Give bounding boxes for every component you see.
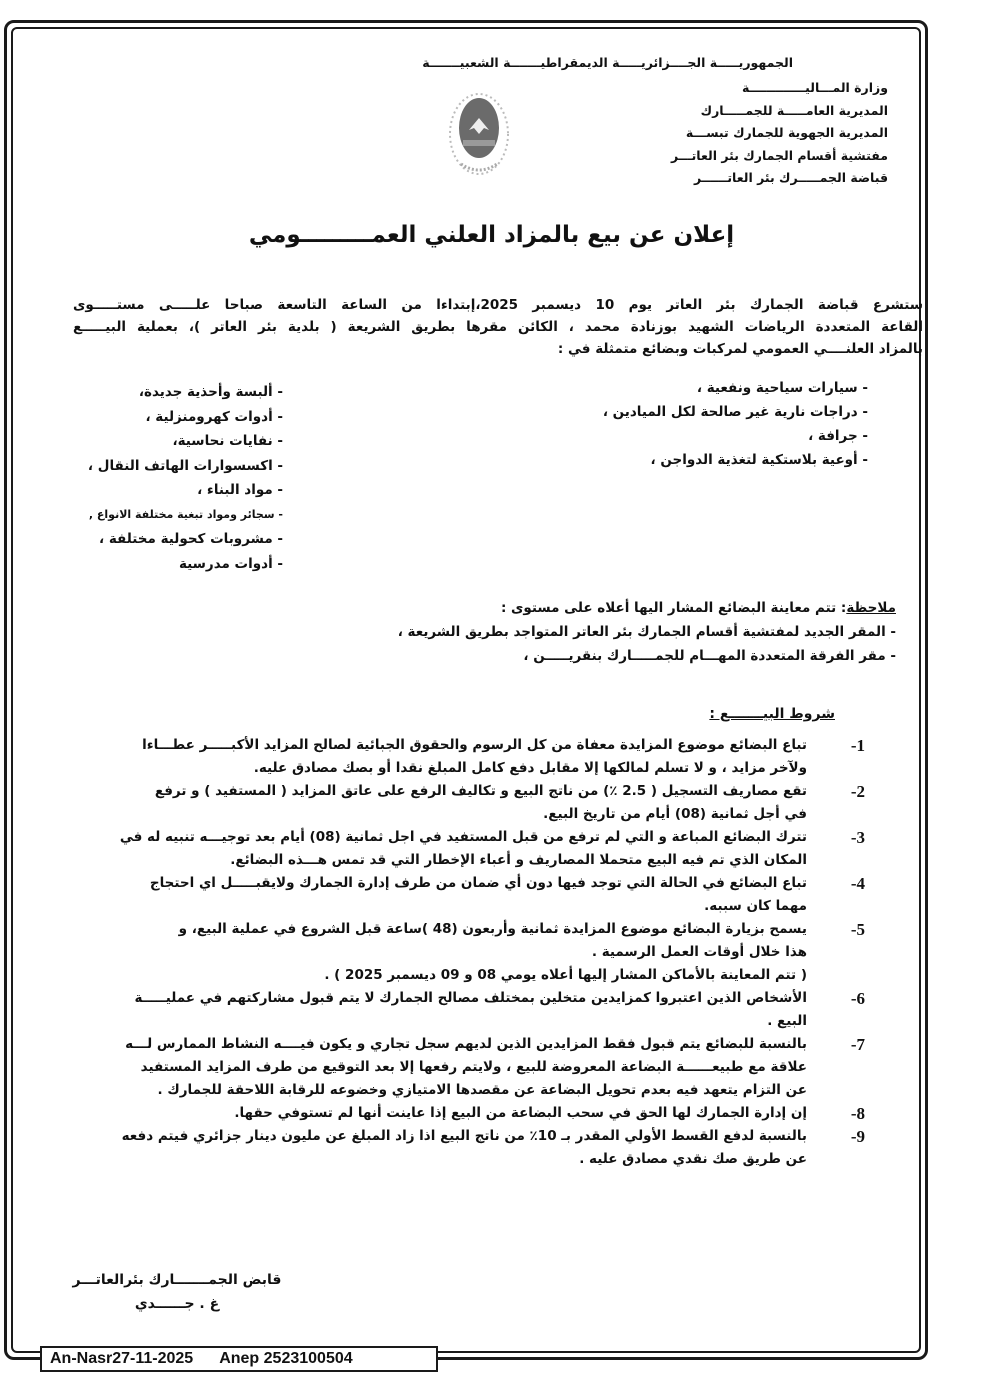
note-text: : تتم معاينة البضائع المشار اليها أعلاه على مستوى : <box>500 600 847 616</box>
admin-line-receiver: قباضة الجمـــــرك بئر العاتــــــر <box>693 170 888 185</box>
term-text <box>65 734 815 780</box>
term-number: -8 <box>850 1104 865 1123</box>
term-number: -6 <box>850 989 865 1008</box>
term-line: بالنسبة للبضائع يتم قبول فقط المزايدين الذين لديهم سجل تجاري و يكون فيــــه النشاط الممارس لـــه <box>125 1036 807 1052</box>
note-heading <box>398 596 896 620</box>
term-text <box>65 987 815 1033</box>
publication-date: An-Nasr27-11-2025 <box>50 1350 194 1367</box>
anep-reference: Anep 2523100504 <box>219 1350 353 1367</box>
term-line: البيع . <box>767 1013 807 1029</box>
term-text <box>65 1125 815 1171</box>
term-line: تترك البضائع المباعة و التي لم ترفع من قبل المستفيد في اجل ثمانية (08) أيام بعد توجيـــه تنبيه له في <box>119 829 807 845</box>
term-item <box>65 734 865 780</box>
page-title: إعلان عن بيع بالمزاد العلني العمـــــــــومي <box>248 222 735 248</box>
term-line: مهما كان سببه. <box>704 898 807 914</box>
intro-line: القاعة المتعددة الرياضات الشهيد بوزنادة محمد ، الكائن مقرها بطريق الشريعة ( بلدية بئر العاتر )، بعملية البيـــــع <box>73 319 923 335</box>
term-line: عن التزام يتعهد فيه بعدم تحويل البضاعة عن مقصدها الامتيازي وخضوعه للرقابة اللاحقة للجمارك . <box>157 1082 807 1098</box>
goods-item: - ألبسة وأحذية جديدة، <box>138 384 283 400</box>
term-line: في أجل ثمانية (08) أيام من تاريخ البيع. <box>543 806 807 822</box>
admin-line-regional-directorate: المديرية الجهوية للجمارك تبســـة <box>685 125 888 140</box>
term-item <box>65 872 865 918</box>
term-line: علاقة مع طبيعــــــة البضاعة المعروضة للبيع ، ولايتم رفعها إلا بعد التوقيع من طرف المزايد المستفيد <box>140 1059 807 1075</box>
term-item <box>65 1033 865 1102</box>
goods-item: - سيارات سياحية ونفعية ، <box>696 380 868 396</box>
republic-header: الجمهوريـــــة الجــــزائريـــــة الديمقراطيـــــــة الشعبيـــــــة <box>422 55 793 70</box>
admin-line-ministry: وزارة المـــاليـــــــــــــة <box>742 80 888 95</box>
goods-item: - نفايات نحاسية، <box>172 433 283 449</box>
term-line: المكان الذي تم فيه البيع متحملا المصاريف و أعباء الإخطار التي قد تمس هـــذه البضائع. <box>230 852 807 868</box>
term-text <box>65 826 815 872</box>
goods-item: - أدوات كهرومنزلية ، <box>145 408 283 425</box>
goods-item: - أدوات مدرسية <box>178 555 283 572</box>
term-text <box>65 1102 815 1125</box>
term-line: عن طريق صك نقدي مصادق عليه . <box>579 1151 807 1167</box>
term-item <box>65 826 865 872</box>
signatory-title: قابض الجمـــــــارك بئرالعاتـــر <box>72 1272 282 1288</box>
goods-item: - مواد البناء ، <box>197 482 283 498</box>
terms-list <box>65 734 865 1171</box>
goods-item: - أوعية بلاستكية لتغذية الدواجن ، <box>650 452 868 468</box>
term-item <box>65 1102 865 1125</box>
inspection-note <box>398 596 896 668</box>
term-line: يسمح بزيارة البضائع موضوع المزايدة ثمانية وأربعون (48 )ساعة قبل الشروع في عملية البيع، و <box>178 921 807 937</box>
admin-line-inspection: مفتشية أقسام الجمارك بئر العاتـــر <box>671 147 888 163</box>
signature-block <box>62 1268 292 1316</box>
term-line: الأشخاص الذين اعتبروا كمزايدين متخلين بمختلف مصالح الجمارك لا يتم قبول مشاركتهم في عمليـــــة <box>134 990 807 1006</box>
term-line: تباع البضائع في الحالة التي توجد فيها دون أي ضمان من طرف إدارة الجمارك ولايقبـــــل اي احتجاج <box>149 875 807 891</box>
term-line: ولآخر مزايد ، و لا تسلم لمالكها إلا مقابل دفع كامل المبلغ نقدا أو بصك مصادق عليه. <box>253 760 807 776</box>
term-text <box>65 780 815 826</box>
goods-list-vehicles <box>603 376 868 472</box>
goods-list-merchandise <box>88 380 283 576</box>
term-line: تباع البضائع موضوع المزايدة معفاة من كل الرسوم والحقوق الجبائية لصالح المزايد الأكبـــــر عطـــاءا <box>142 737 807 753</box>
term-line: إن إدارة الجمارك لها الحق في سحب البضاعة من البيع إذا عاينت أنها لم تستوفي حقها. <box>234 1105 807 1121</box>
term-line: هذا خلال أوقات العمل الرسمية . <box>591 944 807 960</box>
goods-item: - مشروبات كحولية مختلفة ، <box>99 531 283 547</box>
administration-block <box>671 77 888 190</box>
term-text <box>65 1033 815 1102</box>
goods-item: - اكسسوارات الهاتف النقال ، <box>87 457 283 474</box>
term-text <box>65 918 815 987</box>
term-number: -1 <box>850 736 865 755</box>
term-number: -5 <box>850 920 865 939</box>
goods-item: - سجائر ومواد تبغية مختلفة الانواع , <box>88 507 283 521</box>
note-label: ملاحظة <box>846 600 896 616</box>
term-item <box>65 918 865 987</box>
note-location: - مقر الفرقة المتعددة المهـــام للجمـــــارك بنقريـــــن ، <box>523 648 896 664</box>
goods-item: - جرافة ، <box>808 428 868 444</box>
term-number: -2 <box>850 782 865 801</box>
term-text <box>65 872 815 918</box>
admin-line-general-directorate: المديرية العامـــــة للجمـــــارك <box>700 102 888 118</box>
term-number: -3 <box>850 828 865 847</box>
intro-line: بالمزاد العلنــــي العمومي لمركبات وبضائع متمثلة في : <box>557 341 923 357</box>
term-number: -7 <box>850 1035 865 1054</box>
signatory-name: غ . جــــــدي <box>134 1296 220 1312</box>
term-item <box>65 780 865 826</box>
term-line: تقع مصاريف التسجيل ( 2.5 ٪) من ناتج البيع و تكاليف الرفع على عاتق المزايد ( المستفيد ) و ترفع <box>154 783 807 799</box>
terms-heading: شروط البيـــــــع : <box>709 706 835 722</box>
term-number: -9 <box>850 1127 865 1146</box>
intro-line: ستشرع قباضة الجمارك بئر العاتر يوم 10 ديسمبر 2025،إبتداءا من الساعة التاسعة صباحا علـــــى مستـــــوى <box>73 297 924 313</box>
intro-paragraph <box>73 294 923 360</box>
note-location: - المقر الجديد لمفتشية أقسام الجمارك بئر العاتر المتواجد بطريق الشريعة ، <box>397 624 896 640</box>
publication-footer <box>40 1346 438 1372</box>
term-line: ( تتم المعاينة بالأماكن المشار إليها أعلاه يومي 08 و 09 ديسمبر 2025 ) . <box>324 967 807 983</box>
term-item <box>65 1125 865 1171</box>
term-number: -4 <box>850 874 865 893</box>
goods-item: - دراجات نارية غير صالحة لكل الميادين ، <box>602 404 868 420</box>
term-item <box>65 987 865 1033</box>
customs-emblem-icon <box>447 90 511 180</box>
term-line: بالنسبة لدفع القسط الأولي المقدر بـ 10٪ من ناتج البيع اذا زاد المبلغ عن مليون دينار جزائري فيتم دفعه <box>121 1128 807 1144</box>
